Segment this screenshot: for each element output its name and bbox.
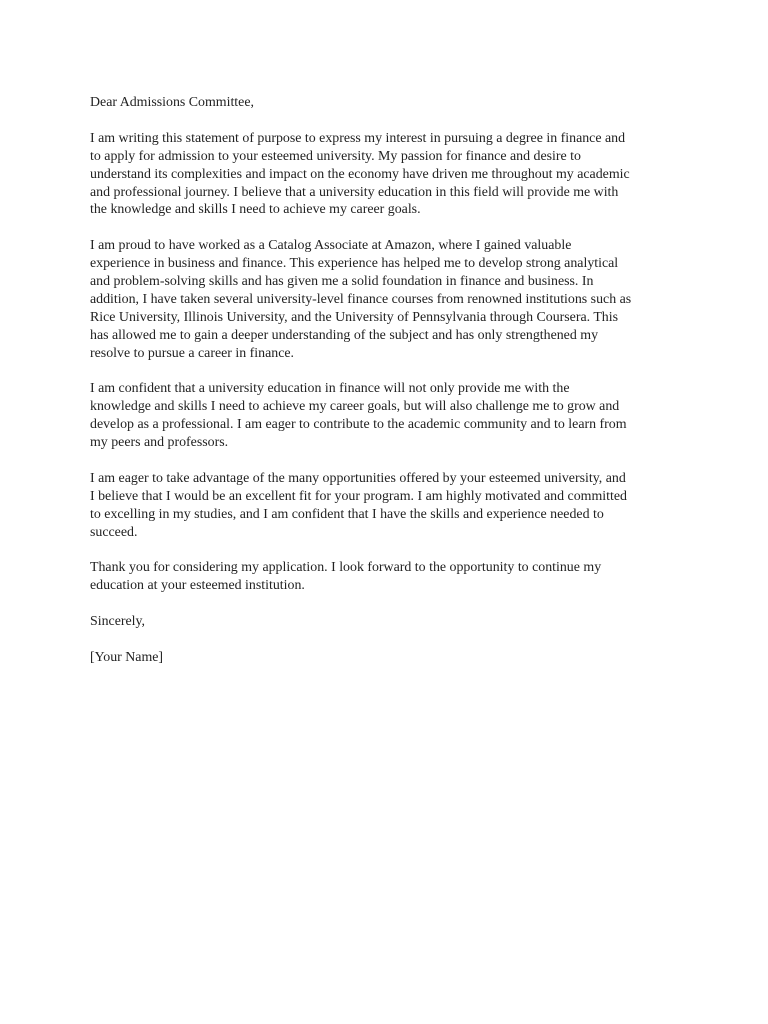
text-line: education at your esteemed institution. (90, 578, 305, 594)
text-line: Thank you for considering my application. I look forward to the opportunity to continue my (90, 560, 602, 576)
letter-body (90, 94, 680, 685)
text-line: and professional journey. I believe that a university education in this field will provide me with (90, 184, 619, 200)
text-line: has allowed me to gain a deeper understanding of the subject and has only strengthened my (90, 327, 599, 343)
text-line: and problem-solving skills and has given me a solid foundation in finance and business. In (90, 274, 594, 290)
paragraph-intro (90, 130, 680, 220)
text-line: my peers and professors. (90, 435, 229, 451)
paragraph-experience (90, 237, 680, 362)
text-line: to apply for admission to your esteemed university. My passion for finance and desire to (90, 148, 581, 164)
salutation: Dear Admissions Committee, (90, 95, 254, 110)
text-line: experience in business and finance. This experience has helped me to develop strong analytical (90, 256, 619, 272)
text-line: I am writing this statement of purpose to express my interest in pursuing a degree in finance and (90, 130, 626, 146)
paragraph-confidence (90, 380, 680, 452)
paragraph-thanks (90, 559, 680, 595)
text-line: to excelling in my studies, and I am confident that I have the skills and experience needed to (90, 506, 604, 522)
text-line: the knowledge and skills I need to achieve my career goals. (90, 202, 421, 218)
paragraph-fit (90, 470, 680, 542)
text-line: I am eager to take advantage of the many opportunities offered by your esteemed university, and (90, 470, 626, 486)
text-line: understand its complexities and impact on the economy have driven me throughout my academic (90, 166, 630, 182)
text-line: succeed. (90, 524, 138, 540)
text-line: knowledge and skills I need to achieve my career goals, but will also challenge me to grow and (90, 399, 620, 415)
text-line: I am confident that a university education in finance will not only provide me with the (90, 381, 570, 397)
text-line: I am proud to have worked as a Catalog Associate at Amazon, where I gained valuable (90, 238, 572, 254)
text-line: addition, I have taken several university-level finance courses from renowned institutions such as (90, 291, 632, 307)
text-line: Rice University, Illinois University, and the University of Pennsylvania through Coursera. This (90, 309, 619, 325)
closing: Sincerely, (90, 614, 146, 630)
text-line: resolve to pursue a career in finance. (90, 345, 295, 361)
text-line: I believe that I would be an excellent fit for your program. I am highly motivated and committed (90, 488, 627, 504)
text-line: develop as a professional. I am eager to contribute to the academic community and to learn from (90, 417, 627, 433)
signature: [Your Name] (90, 649, 164, 665)
